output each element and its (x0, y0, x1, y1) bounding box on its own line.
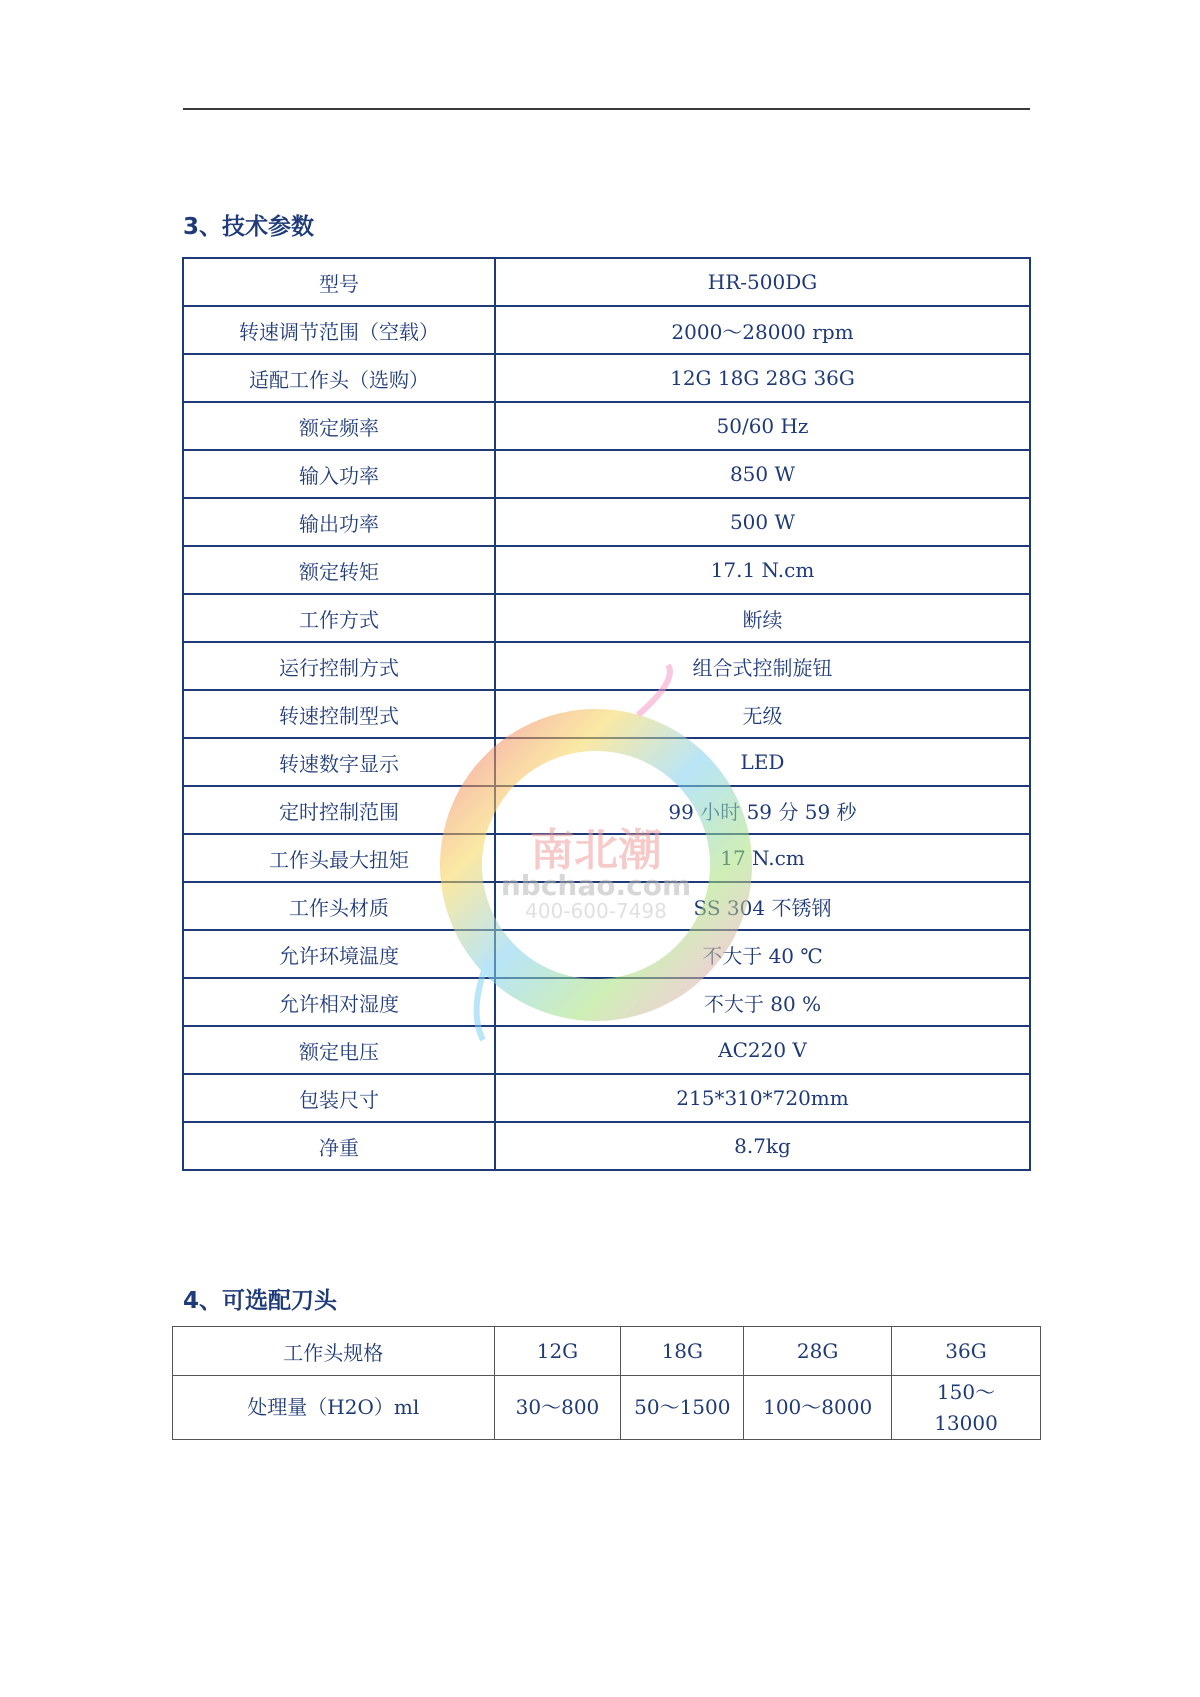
header-cell: 36G (892, 1327, 1041, 1376)
param-name-cell: 输出功率 (183, 498, 495, 546)
table-row (183, 738, 1030, 786)
header-rule (183, 108, 1030, 110)
watermark-phone: 400-600-7498 (525, 899, 667, 923)
watermark-site: nbchao.com (500, 869, 692, 902)
table-row (183, 930, 1030, 978)
param-value-cell: HR-500DG (495, 258, 1030, 306)
param-name-cell: 工作方式 (183, 594, 495, 642)
param-value-cell: 850 W (495, 450, 1030, 498)
param-name-cell: 允许环境温度 (183, 930, 495, 978)
table-header-row (173, 1327, 1041, 1376)
param-value-cell: 无级 (495, 690, 1030, 738)
table-row (183, 354, 1030, 402)
value-cell: 30～800 (494, 1376, 621, 1440)
table-row (183, 1026, 1030, 1074)
param-name-cell: 工作头最大扭矩 (183, 834, 495, 882)
technical-parameters-table (182, 257, 1031, 1171)
param-name-cell: 转速控制型式 (183, 690, 495, 738)
section-4-title: 4、可选配刀头 (183, 1288, 338, 1314)
value-cell: 150～13000 (892, 1376, 1041, 1440)
table-row (183, 786, 1030, 834)
table-row (183, 834, 1030, 882)
param-value-cell: 2000～28000 rpm (495, 306, 1030, 354)
param-name-cell: 额定转矩 (183, 546, 495, 594)
optional-heads-table (172, 1326, 1041, 1440)
row-label-cell: 处理量（H2O）ml (173, 1376, 495, 1440)
table-row (183, 1122, 1030, 1170)
param-value-cell: 500 W (495, 498, 1030, 546)
param-value-cell: 不大于 40 ℃ (495, 930, 1030, 978)
table-row (173, 1376, 1041, 1440)
param-name-cell: 型号 (183, 258, 495, 306)
param-name-cell: 包装尺寸 (183, 1074, 495, 1122)
param-name-cell: 允许相对湿度 (183, 978, 495, 1026)
param-value-cell: 不大于 80 % (495, 978, 1030, 1026)
table-row (183, 642, 1030, 690)
param-name-cell: 适配工作头（选购） (183, 354, 495, 402)
param-name-cell: 运行控制方式 (183, 642, 495, 690)
table-row (183, 690, 1030, 738)
param-value-cell: AC220 V (495, 1026, 1030, 1074)
header-cell: 工作头规格 (173, 1327, 495, 1376)
header-cell: 18G (621, 1327, 744, 1376)
section-3-title: 3、技术参数 (183, 214, 315, 240)
table-row (183, 882, 1030, 930)
param-value-cell: 17 N.cm (495, 834, 1030, 882)
param-name-cell: 输入功率 (183, 450, 495, 498)
param-value-cell: 8.7kg (495, 1122, 1030, 1170)
table-row (183, 498, 1030, 546)
table-row (183, 402, 1030, 450)
table-row (183, 1074, 1030, 1122)
table-row (183, 978, 1030, 1026)
param-value-cell: LED (495, 738, 1030, 786)
table-row (183, 258, 1030, 306)
table-row (183, 306, 1030, 354)
header-cell: 12G (494, 1327, 621, 1376)
watermark-brand: 南北潮 (530, 825, 662, 876)
param-name-cell: 净重 (183, 1122, 495, 1170)
param-name-cell: 额定电压 (183, 1026, 495, 1074)
param-value-cell: SS 304 不锈钢 (495, 882, 1030, 930)
param-value-cell: 99 小时 59 分 59 秒 (495, 786, 1030, 834)
param-value-cell: 17.1 N.cm (495, 546, 1030, 594)
param-value-cell: 50/60 Hz (495, 402, 1030, 450)
param-name-cell: 转速数字显示 (183, 738, 495, 786)
param-name-cell: 转速调节范围（空载） (183, 306, 495, 354)
table-row (183, 450, 1030, 498)
value-cell: 50～1500 (621, 1376, 744, 1440)
table-row (183, 546, 1030, 594)
table-row (183, 594, 1030, 642)
param-name-cell: 定时控制范围 (183, 786, 495, 834)
param-value-cell: 组合式控制旋钮 (495, 642, 1030, 690)
param-value-cell: 215*310*720mm (495, 1074, 1030, 1122)
param-value-cell: 12G 18G 28G 36G (495, 354, 1030, 402)
header-cell: 28G (744, 1327, 892, 1376)
value-cell: 100～8000 (744, 1376, 892, 1440)
param-name-cell: 工作头材质 (183, 882, 495, 930)
param-name-cell: 额定频率 (183, 402, 495, 450)
param-value-cell: 断续 (495, 594, 1030, 642)
